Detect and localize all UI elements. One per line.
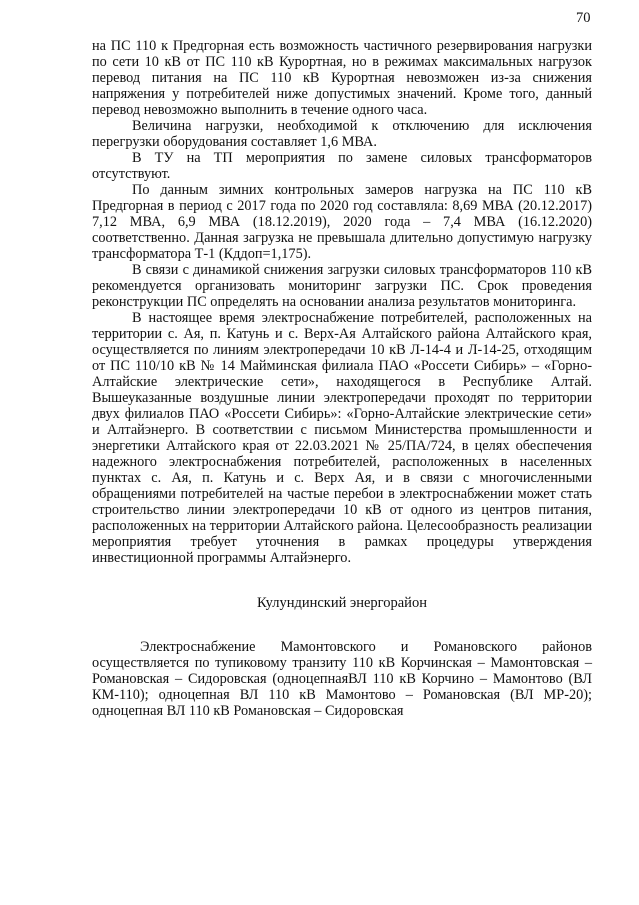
paragraph-kulunda-supply: Электроснабжение Мамонтовского и Романовского районов осуществляется по тупиковому транзиту 110 кВ Корчинская – Мамонтовская – Романовская – Сидоровская (одноцепнаяВЛ 110 кВ Корчино – Мамонтово (ВЛ КМ-110); одноцепная ВЛ 110 кВ Мамонтово – Романовская (ВЛ МР-20); одноцепная ВЛ 110 кВ Романовская – Сидоровская: [92, 639, 592, 719]
paragraph-reserve-supply: на ПС 110 к Предгорная есть возможность частичного резервирования нагрузки по сети 10 кВ от ПС 110 кВ Курортная, но в режимах максимальных нагрузок перевод питания на ПС 110 кВ Курортная невозможен из-за снижения напряжения у потребителей ниже допустимых значений. Кроме того, данный перевод невозможно выполнить в течение одного часа.: [92, 38, 592, 118]
paragraph-monitoring-recommendation: В связи с динамикой снижения загрузки силовых трансформаторов 110 кВ рекомендуется организовать мониторинг загрузки ПС. Срок проведения реконструкции ПС определять на основании анализа результатов мониторинга.: [92, 262, 592, 310]
paragraph-winter-measurements: По данным зимних контрольных замеров нагрузка на ПС 110 кВ Предгорная в период с 2017 года по 2020 год составляла: 8,69 МВА (20.12.2017) 7,12 МВА, 6,9 МВА (18.12.2019), 2020 года – 7,4 МВА (16.12.2020) соответственно. Данная загрузка не превышала длительно допустимую нагрузку трансформатора Т-1 (Кддоп=1,175).: [92, 182, 592, 262]
paragraph-load-disconnection: Величина нагрузки, необходимой к отключению для исключения перегрузки оборудования составляет 1,6 МВА.: [92, 118, 592, 150]
paragraph-technical-conditions: В ТУ на ТП мероприятия по замене силовых трансформаторов отсутствуют.: [92, 150, 592, 182]
paragraph-aya-katun-supply: В настоящее время электроснабжение потребителей, расположенных на территории с. Ая, п. Катунь и с. Верх-Ая Алтайского района Алтайского края, осуществляется по линиям электропередачи 10 кВ Л-14-4 и Л-14-25, отходящим от ПС 110/10 кВ № 14 Майминская филиала ПАО «Россети Сибирь» – «Горно-Алтайские электрические сети», находящегося в Республике Алтай. Вышеуказанные воздушные линии электропередачи проходят по территории двух филиалов ПАО «Россети Сибирь»: «Горно-Алтайские электрические сети» и Алтайэнерго. В соответствии с письмом Министерства промышленности и энергетики Алтайского края от 22.03.2021 № 25/ПА/724, в целях обеспечения надежного электроснабжения потребителей, расположенных в населенных пунктах с. Ая, п. Катунь и с. Верх Ая, и в связи с многочисленными обращениями потребителей на частые перебои в электроснабжении может стать строительство линии электропередачи 10 кВ от одного из центров питания, расположенных на территории Алтайского района. Целесообразность реализации мероприятия требует уточнения в рамках процедуры утверждения инвестиционной программы Алтайэнерго.: [92, 310, 592, 566]
section-heading: Кулундинский энергорайон: [257, 595, 427, 611]
document-body: [92, 38, 592, 719]
page-number: 70: [576, 10, 591, 26]
